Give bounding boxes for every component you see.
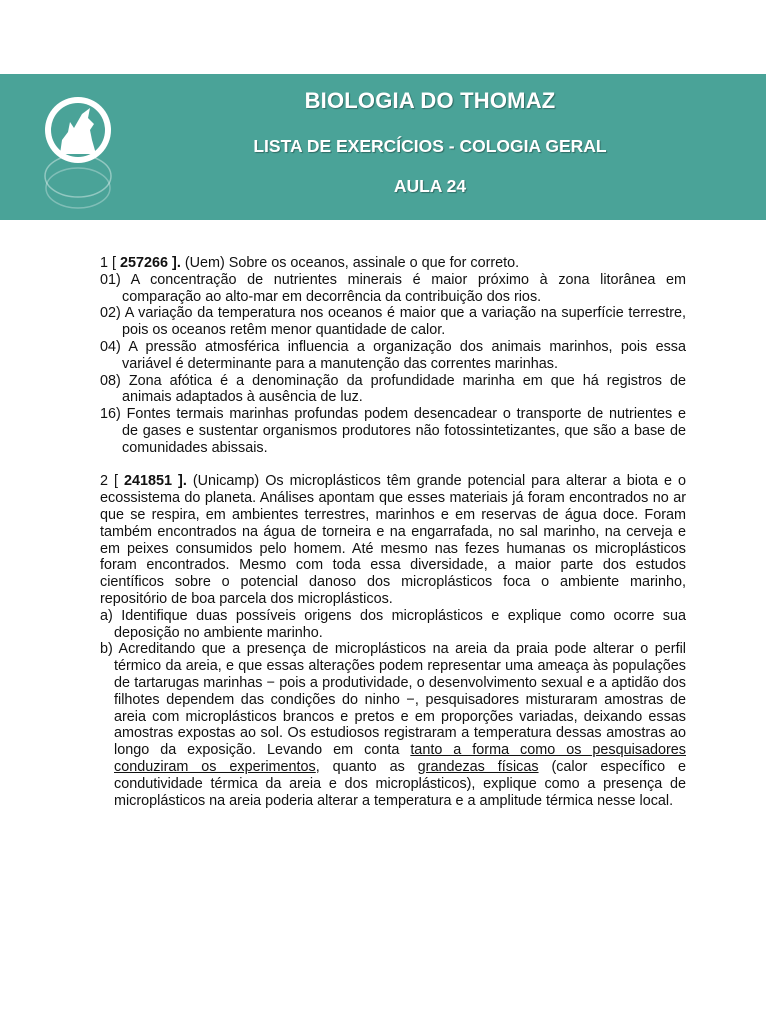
lesson-label: AULA 24 bbox=[393, 176, 467, 196]
question-code: 241851 bbox=[124, 473, 173, 490]
exercise-list bbox=[100, 255, 686, 809]
page-subtitle: LISTA DE EXERCÍCIOS - COLOGIA GERAL bbox=[253, 136, 607, 156]
question-code: 257266 bbox=[120, 255, 169, 271]
question-1-header: 1 [ 257266 ]. (Uem) Sobre os oceanos, assinale o que for correto. bbox=[100, 255, 520, 271]
option-16: 16) Fontes termais marinhas profundas podem desencadear o transporte de nutrientes e de gases e sustentar organismos produtores não fotossintetizantes, que são a base de comunidades abissais. bbox=[100, 406, 687, 456]
option-04: 04) A pressão atmosférica influencia a organização dos animais marinhos, pois essa variável é determinante para a manutenção das correntes marinhas. bbox=[100, 338, 686, 372]
item-b: b) Acreditando que a presença de microplásticos na areia da praia pode alterar o perfil térmico da areia, e que essas alterações podem representar uma ameaça às populações de tartarugas marinhas − pois a produtividade, o desenvolvimento sexual e a aptidão dos filhotes dependem das condições do ninho −, pesquisadores misturaram amostras de areia com microplásticos brancos e pretos e em proporções variadas, deixando essas amostras expostas ao sol. Os estudiosos registraram a temperatura dessas amostras ao longo da exposição. Levando em conta tanto a forma como os pesquisadores conduziram os experimentos, quanto as grandezas físicas (calor específico e condutividade térmica da areia e dos microplásticos), explique como a presença de microplásticos na areia poderia alterar a temperatura e a amplitude térmica nesse local. bbox=[100, 641, 687, 809]
underlined-text: grandezas físicas bbox=[417, 758, 539, 775]
item-a: a) Identifique duas possíveis origens dos microplásticos e explique como ocorre sua deposição no ambiente marinho. bbox=[100, 607, 686, 641]
option-08: 08) Zona afótica é a denominação da profundidade marinha em que há registros de animais adaptados à ausência de luz. bbox=[100, 372, 686, 406]
underlined-text: tanto a forma como os pesquisadores conduziram os experimentos bbox=[114, 742, 686, 775]
question-2-header: 2 [ 241851 ]. (Unicamp) Os microplásticos têm grande potencial para alterar a biota e o ecossistema do planeta. Análises apontam que esses materiais já foram encontrados no ar que se respira, em ambientes terrestres, marinhos e em reservas de água doce. Foram também encontrados na água de torneira e na engarrafada, no sal marinho, na cerveja e em peixes consumidos pelo homem. Até mesmo nas fezes humanas os microplásticos foram encontrados. Mesmo com toda essa diversidade, a maior parte dos estudos científicos sobre o potencial danoso dos microplásticos foca o ambiente marinho, repositório de boa parcela dos microplásticos. bbox=[100, 473, 687, 607]
option-01: 01) A concentração de nutrientes minerais é maior próximo à zona litorânea em comparação ao alto-mar em decorrência da contribuição dos rios. bbox=[100, 271, 686, 305]
header-banner bbox=[0, 74, 766, 220]
question-1 bbox=[100, 255, 686, 457]
question-2 bbox=[100, 473, 686, 809]
option-02: 02) A variação da temperatura nos oceanos é maior que a variação na superfície terrestre, pois os oceanos retêm menor quantidade de calor. bbox=[100, 305, 686, 339]
howling-wolf-logo-icon bbox=[38, 96, 118, 216]
page-title: BIOLOGIA DO THOMAZ bbox=[304, 88, 556, 113]
